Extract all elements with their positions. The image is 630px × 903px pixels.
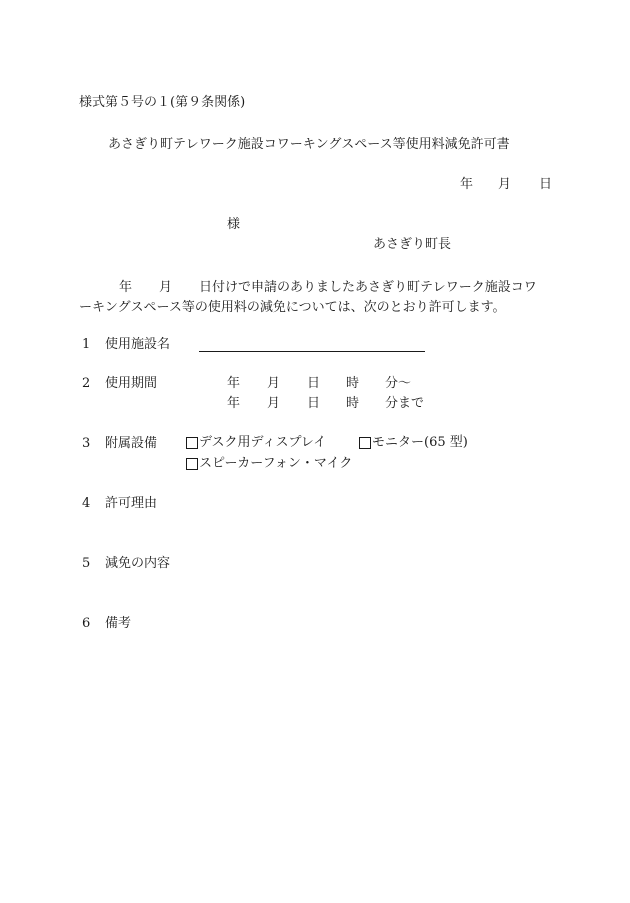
speakerphone-checkbox[interactable] [186,458,198,470]
item-label-reason: 許可理由 [105,496,158,511]
item-number: 4 [82,496,91,511]
period-end-day: 日 [307,396,321,411]
date-day-label: 日 [539,177,553,192]
period-start-day: 日 [307,376,321,391]
desk-display-checkbox[interactable] [186,437,198,449]
date-year-label: 年 [460,177,474,192]
date-month-label: 月 [498,177,512,192]
item-number: 6 [82,616,91,631]
statement-line-1-text: 日付けで申請のありましたあさぎり町テレワーク施設コワ [199,280,537,295]
equipment-desk-display [186,436,326,449]
item-label-facility: 使用施設名 [105,337,171,352]
period-end-minute: 分まで [385,396,425,411]
statement-line-1 [79,278,537,298]
issuer-name: あさぎり町長 [373,237,452,252]
equipment-monitor [359,436,468,449]
period-start-minute: 分～ [385,376,412,391]
document-title: あさぎり町テレワーク施設コワーキングスペース等使用料減免許可書 [108,137,510,152]
facility-name-field[interactable] [199,351,425,352]
period-start-month: 月 [267,376,281,391]
item-number: 1 [82,337,91,352]
period-start-hour: 時 [346,376,360,391]
period-end-month: 月 [267,396,281,411]
item-label-equipment: 附属設備 [105,436,158,451]
period-end-hour: 時 [346,396,360,411]
item-number: 3 [82,436,91,451]
equipment-speakerphone [186,457,352,470]
period-start-year: 年 [227,376,241,391]
speakerphone-label: スピーカーフォン・マイク [199,456,353,471]
item-number: 5 [82,556,91,571]
form-number: 様式第５号の１(第９条関係) [79,95,246,110]
item-label-period: 使用期間 [105,376,158,391]
body-month-label: 月 [159,280,173,295]
period-end-year: 年 [227,396,241,411]
item-label-remarks: 備考 [105,616,132,631]
statement-line-2: ーキングスペース等の使用料の減免については、次のとおり許可します。 [79,300,506,315]
monitor-checkbox[interactable] [359,437,371,449]
desk-display-label: デスク用ディスプレイ [199,435,327,450]
item-number: 2 [82,376,91,391]
addressee-honorific: 様 [227,217,241,232]
monitor-label: モニター(65 型) [372,435,468,450]
body-year-label: 年 [119,280,133,295]
item-label-reduction: 減免の内容 [105,556,171,571]
